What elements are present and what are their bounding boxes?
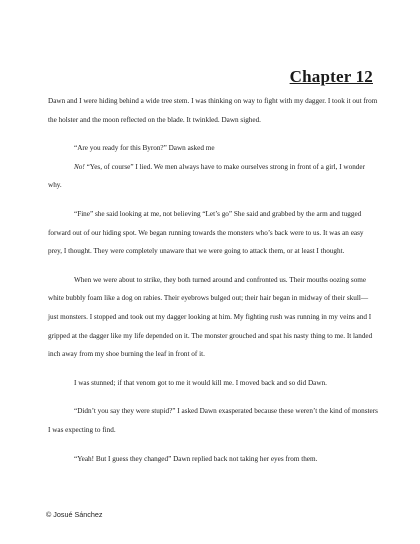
paragraph-3-text: No! “Yes, of course” I lied. We men always have to make ourselves strong in front of a girl, I wonder why. [48, 162, 365, 190]
paragraph-1: Dawn and I were hiding behind a wide tree stem. I was thinking on way to fight with my dagger. I took it out from the holster and the moon reflected on the blade. It twinkled. Dawn sighed. [48, 97, 378, 124]
paragraph-8: “Yeah! But I guess they changed” Dawn replied back not taking her eyes from them. [74, 454, 318, 463]
chapter-body [48, 92, 378, 468]
emphasis-no: No! [74, 162, 85, 171]
copyright-footer: © Josué Sánchez [46, 510, 103, 519]
paragraph-3 [48, 158, 378, 195]
paragraph-2: “Are you ready for this Byron?” Dawn asked me [74, 144, 215, 153]
paragraph-4: “Fine” she said looking at me, not believing “Let’s go” She said and grabbed by the arm and tugged forward out of our hiding spot. We began running towards the monsters who’s back were to us. It was an easy prey, I thought. They were completely unaware that we were going to attack them, or at least I thought. [48, 209, 364, 256]
chapter-title: Chapter 12 [289, 67, 373, 86]
paragraph-6: I was stunned; if that venom got to me it would kill me. I moved back and so did Dawn. [74, 378, 327, 387]
paragraph-5: When we were about to strike, they both turned around and confronted us. Their mouths oozing some white bubbly foam like a dog on rabies. Their eyebrows bulged out; their hair began in midway of their skull—just monsters. I stopped and took out my dagger looking at him. My fighting rush was running in my veins and I gripped at the dagger like my life depended on it. The monster grouched and spat his nasty thing to me. It landed inch away from my shoe burning the leaf in front of it. [48, 275, 373, 359]
paragraph-7: “Didn’t you say they were stupid?” I asked Dawn exasperated because these weren’t the kind of monsters I was expecting to find. [48, 407, 378, 434]
